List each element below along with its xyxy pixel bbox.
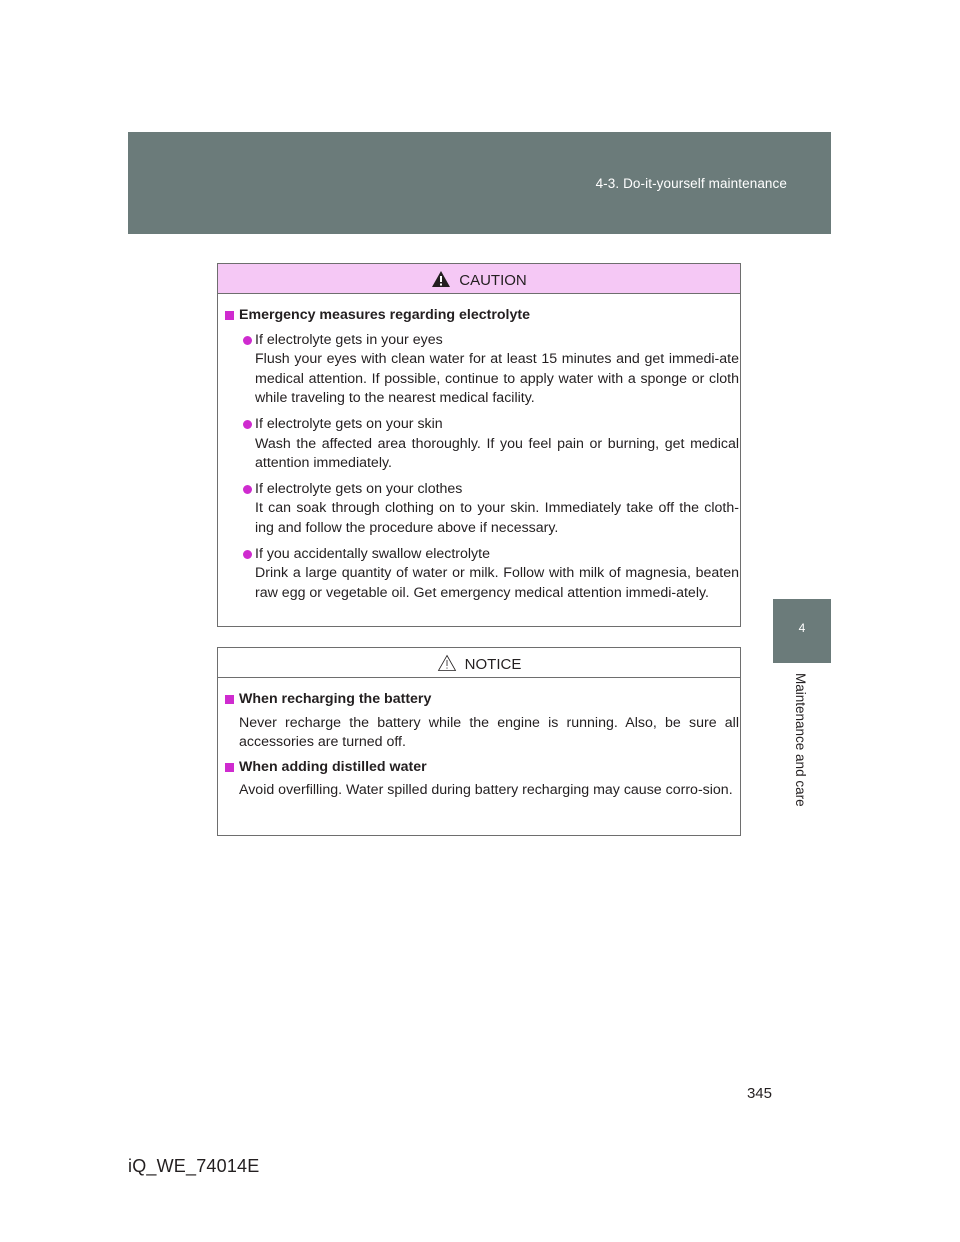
- page-number: 345: [746, 1085, 772, 1102]
- section-title: 4-3. Do-it-yourself maintenance: [595, 176, 787, 191]
- notice-section-title: [224, 690, 739, 710]
- caution-item: [224, 545, 739, 604]
- square-bullet-icon: [225, 763, 234, 772]
- caution-item-text: It can soak through clothing on to your skin. Immediately take off the cloth-ing and follow the procedure above if necessary.: [255, 500, 739, 536]
- caution-box: [217, 263, 741, 627]
- notice-triangle-icon: [437, 654, 457, 676]
- caution-item-lead: If electrolyte gets in your eyes: [255, 331, 443, 348]
- notice-box: [217, 647, 741, 836]
- round-bullet-icon: [243, 420, 252, 429]
- document-id: iQ_WE_74014E: [128, 1156, 260, 1176]
- round-bullet-icon: [243, 550, 252, 559]
- caution-item-text: Wash the affected area thoroughly. If you feel pain or burning, get medical attention immediately.: [255, 435, 739, 472]
- notice-body: [218, 678, 740, 801]
- caution-header: [218, 264, 740, 294]
- caution-body: [218, 294, 740, 603]
- caution-item-text: Flush your eyes with clean water for at least 15 minutes and get immedi-ate medical attention. If possible, continue to apply water with a sponge or cloth while traveling to the nearest medical facility.: [255, 351, 739, 407]
- round-bullet-icon: [243, 336, 252, 345]
- caution-section-title-text: Emergency measures regarding electrolyte: [239, 307, 530, 323]
- caution-item: [224, 331, 739, 409]
- chapter-label: Maintenance and care: [793, 673, 808, 807]
- caution-title: CAUTION: [459, 272, 527, 289]
- chapter-tab: [773, 599, 831, 663]
- caution-item-lead: If you accidentally swallow electrolyte: [255, 545, 490, 562]
- round-bullet-icon: [243, 485, 252, 494]
- caution-item-lead: If electrolyte gets on your clothes: [255, 480, 463, 497]
- notice-title: NOTICE: [464, 656, 522, 673]
- notice-paragraph: Never recharge the battery while the engine is running. Also, be sure all accessories are turned off.: [239, 714, 739, 751]
- caution-section-title: [224, 306, 739, 326]
- notice-section-title-text: When recharging the battery: [239, 691, 432, 707]
- notice-paragraph: Avoid overfilling. Water spilled during battery recharging may cause corro-sion.: [239, 782, 733, 799]
- warning-triangle-icon: [431, 270, 451, 292]
- caution-item-lead: If electrolyte gets on your skin: [255, 415, 443, 432]
- caution-item: [224, 480, 739, 539]
- notice-header: [218, 648, 740, 678]
- square-bullet-icon: [225, 311, 234, 320]
- caution-item: [224, 415, 739, 474]
- notice-section-title: [224, 758, 739, 778]
- notice-section-title-text: When adding distilled water: [239, 758, 427, 775]
- caution-item-text: Drink a large quantity of water or milk. Follow with milk of magnesia, beaten raw egg or vegetable oil. Get emergency medical attention immedi-ately.: [255, 565, 739, 601]
- chapter-number: 4: [798, 621, 806, 635]
- section-header-bar: [128, 132, 831, 234]
- square-bullet-icon: [225, 695, 234, 704]
- chapter-label-container: [794, 673, 810, 823]
